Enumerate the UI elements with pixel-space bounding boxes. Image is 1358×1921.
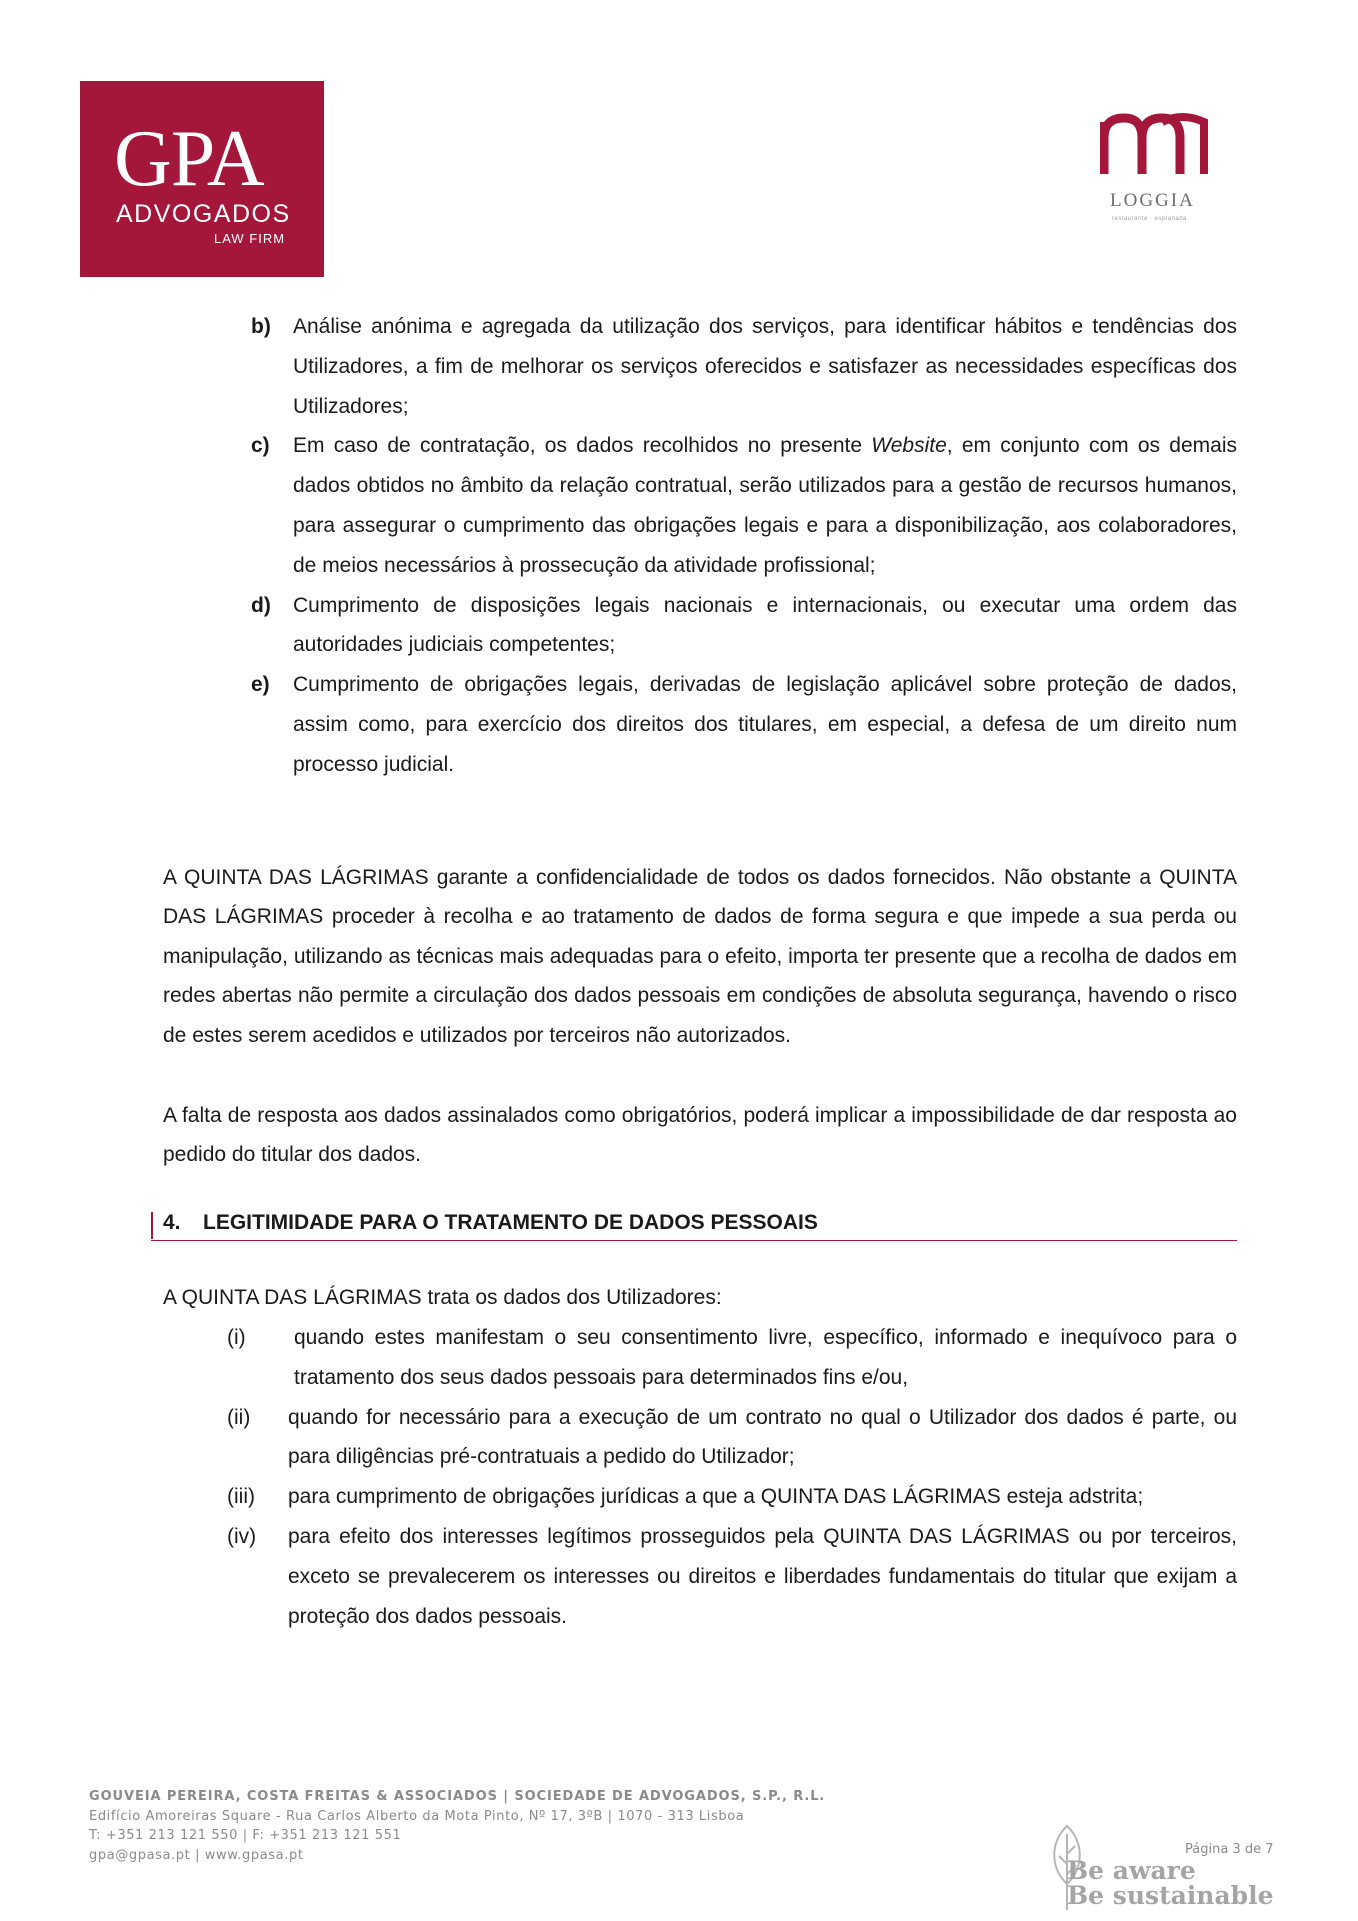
- list-item: [227, 1477, 1237, 1517]
- footer-contact: [89, 1787, 825, 1865]
- gpa-logo-sub: ADVOGADOS: [116, 200, 291, 228]
- list-item: [251, 307, 1237, 426]
- gpa-logo-main: GPA: [114, 115, 264, 203]
- purpose-list: [251, 307, 1237, 785]
- list-item-text: Em caso de contratação, os dados recolhidos no presente Website, em conjunto com os demais dados obtidos no âmbito da relação contratual, serão utilizados para a gestão de recursos humanos, para assegurar o cumprimento das obrigações legais e para a disponibilização, aos colaboradores, de meios necessários à prossecução da atividade profissional;: [293, 434, 1238, 577]
- list-item-label: (iii): [227, 1485, 255, 1509]
- list-item-label: e): [251, 673, 270, 697]
- gpa-logo-tagline: LAW FIRM: [214, 231, 286, 246]
- list-item-label: (i): [227, 1326, 246, 1349]
- footer-firm-name: GOUVEIA PEREIRA, COSTA FREITAS & ASSOCIADOS | SOCIEDADE DE ADVOGADOS, S.P., R.L.: [89, 1789, 826, 1804]
- list-item-label: (iv): [227, 1524, 257, 1548]
- list-item: [227, 1398, 1237, 1478]
- list-item-text: quando for necessário para a execução de um contrato no qual o Utilizador dos dados é parte, ou para diligências pré-contratuais a pedido do Utilizador;: [288, 1405, 1237, 1469]
- sustainability-slogan: [1067, 1858, 1274, 1908]
- section-heading: [151, 1210, 1237, 1241]
- footer-phones: T: +351 213 121 550 | F: +351 213 121 551: [89, 1828, 402, 1843]
- website-emphasis: Website: [871, 434, 947, 458]
- list-item: [251, 665, 1237, 784]
- section-title: [163, 1211, 818, 1235]
- list-item-text: quando estes manifestam o seu consentimento livre, específico, informado e inequívoco para o tratamento dos seus dados pessoais para determinados fins e/ou,: [294, 1326, 1237, 1389]
- list-item: [251, 586, 1237, 666]
- loggia-m-icon: [1100, 108, 1210, 188]
- confidentiality-paragraph: A QUINTA DAS LÁGRIMAS garante a confidencialidade de todos os dados fornecidos. Não obstante a QUINTA DAS LÁGRIMAS proceder à recolha e ao tratamento de dados de forma segura e que impede a sua perda ou manipulação, utilizando as técnicas mais adequadas para o efeito, importa ter presente que a recolha de dados em redes abertas não permite a circulação dos dados pessoais em condições de absoluta segurança, havendo o risco de estes serem acedidos e utilizados por terceiros não autorizados.: [163, 866, 1237, 1047]
- list-item-label: d): [251, 593, 271, 617]
- mandatory-data-paragraph: A falta de resposta aos dados assinalados como obrigatórios, poderá implicar a impossibilidade de dar resposta ao pedido do titular dos dados.: [163, 1104, 1237, 1167]
- list-item-label: c): [251, 434, 270, 458]
- list-item-text: Análise anónima e agregada da utilização dos serviços, para identificar hábitos e tendências dos Utilizadores, a fim de melhorar os serviços oferecidos e satisfazer as necessidades específicas dos Utilizadores;: [293, 315, 1237, 418]
- loggia-logo-tagline: restaurante · esplanada: [1112, 216, 1187, 222]
- list-item-label: (ii): [227, 1405, 251, 1429]
- list-item-text: Cumprimento de obrigações legais, derivadas de legislação aplicável sobre proteção de dados, assim como, para exercício dos direitos dos titulares, em especial, a defesa de um direito num processo judicial.: [293, 673, 1237, 776]
- list-item: [227, 1517, 1237, 1636]
- list-item-label: b): [251, 315, 271, 338]
- legitimacy-list: [227, 1318, 1237, 1636]
- list-item: [227, 1318, 1237, 1398]
- list-item-text: para cumprimento de obrigações jurídicas a que a QUINTA DAS LÁGRIMAS esteja adstrita;: [288, 1485, 1144, 1509]
- loggia-logo: [1100, 108, 1210, 228]
- slogan-line-2: Be sustainable: [1067, 1881, 1274, 1910]
- list-item: [251, 426, 1237, 585]
- loggia-logo-name: LOGGIA: [1110, 190, 1195, 211]
- section-title-text: LEGITIMIDADE PARA O TRATAMENTO DE DADOS PESSOAIS: [203, 1211, 818, 1234]
- list-item-text: Cumprimento de disposições legais nacionais e internacionais, ou executar uma ordem das autoridades judiciais competentes;: [293, 593, 1237, 657]
- section-accent-bar: [151, 1212, 153, 1239]
- footer-email-web: gpa@gpasa.pt | www.gpasa.pt: [89, 1847, 304, 1863]
- section-number: 4.: [163, 1211, 181, 1234]
- list-item-text: para efeito dos interesses legítimos prosseguidos pela QUINTA DAS LÁGRIMAS ou por terceiros, exceto se prevalecerem os interesses ou direitos e liberdades fundamentais do titular que exijam a proteção dos dados pessoais.: [288, 1524, 1237, 1628]
- gpa-advogados-logo: [80, 81, 324, 277]
- slogan-line-1: Be aware: [1067, 1856, 1196, 1885]
- legitimacy-intro: A QUINTA DAS LÁGRIMAS trata os dados dos Utilizadores:: [163, 1286, 722, 1309]
- page-number: Página 3 de 7: [1185, 1842, 1274, 1857]
- footer-address: Edifício Amoreiras Square - Rua Carlos Alberto da Mota Pinto, Nº 17, 3ºB | 1070 - 313 Lisboa: [89, 1808, 745, 1824]
